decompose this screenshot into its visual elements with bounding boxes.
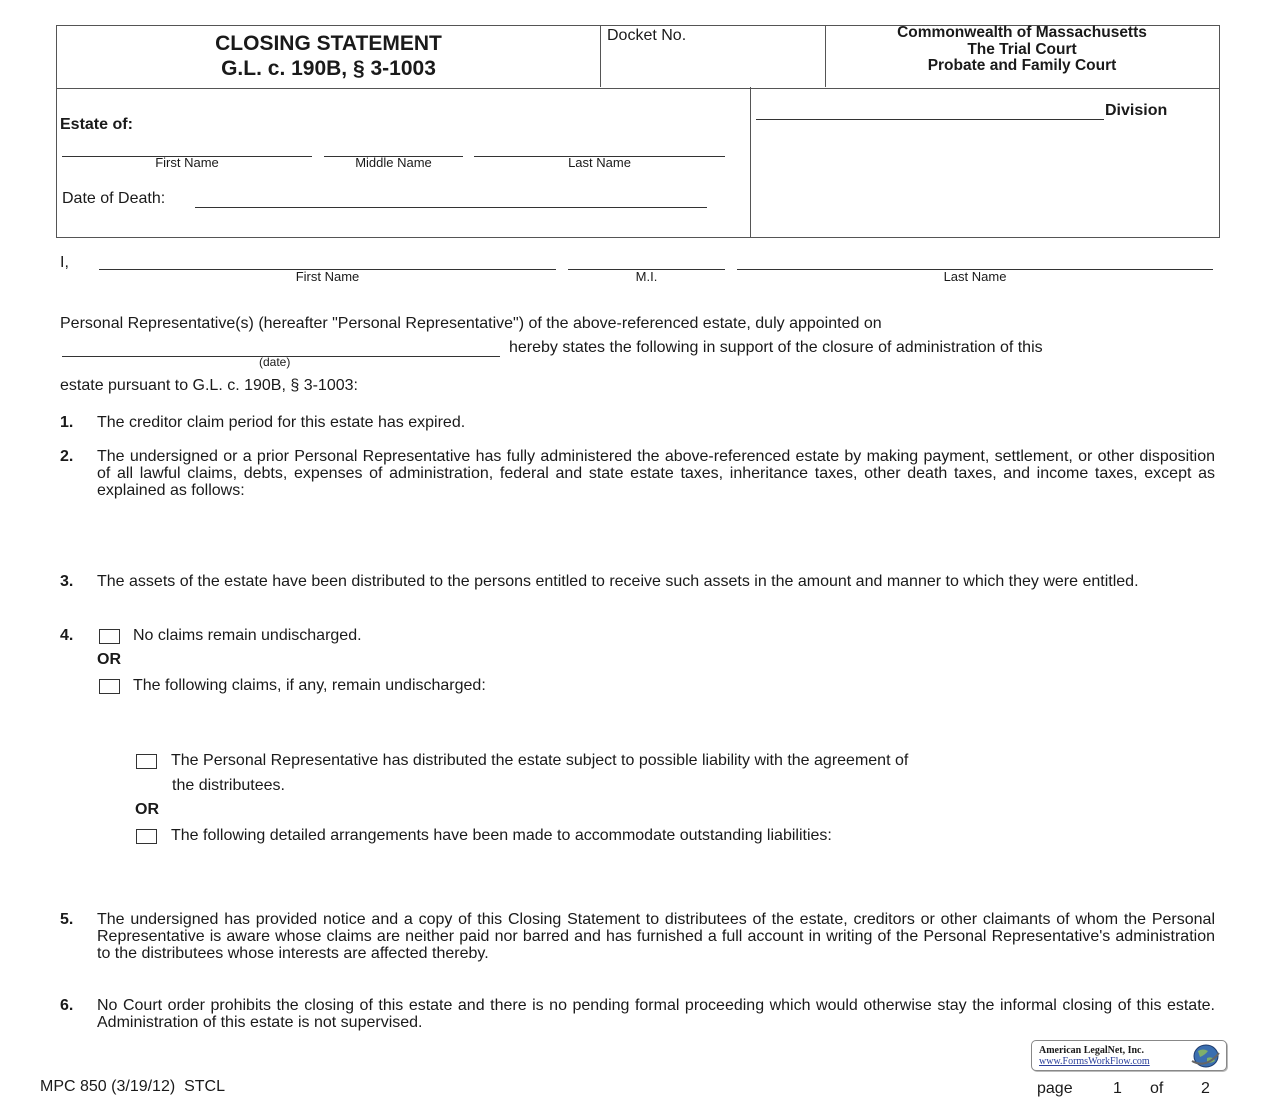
form-title-line1: CLOSING STATEMENT: [215, 32, 442, 55]
item-4-number: 4.: [60, 627, 74, 644]
division-field[interactable]: [756, 119, 1104, 120]
globe-icon: [1188, 1043, 1222, 1068]
no-claims-checkbox[interactable]: [99, 629, 120, 644]
of-label: of: [1150, 1080, 1164, 1097]
declarant-last-name-label: Last Name: [943, 269, 1007, 284]
distributed-subject-liability-checkbox[interactable]: [136, 754, 157, 769]
page-total: 2: [1201, 1080, 1210, 1097]
estate-last-name-label: Last Name: [568, 155, 631, 170]
detailed-arrangements-label: The following detailed arrangements have been made to accommodate outstanding liabilities:: [171, 827, 832, 844]
no-claims-label: No claims remain undischarged.: [133, 627, 362, 644]
date-of-death-field[interactable]: [195, 207, 707, 208]
page-label: page: [1037, 1080, 1073, 1097]
detailed-arrangements-checkbox[interactable]: [136, 829, 157, 844]
or-label-1: OR: [97, 651, 121, 668]
page-number: 1: [1113, 1080, 1122, 1097]
court-line-probate: Probate and Family Court: [927, 57, 1117, 74]
vendor-logo[interactable]: [1031, 1040, 1227, 1071]
declarant-i-label: I,: [60, 254, 69, 271]
item-2-text: The undersigned or a prior Personal Representative has fully administered the above-referenced estate by making payment, settlement, or other disposition of all lawful claims, debts, expenses of administration, federal and state estate taxes, inheritance taxes, other death taxes, and income taxes, except as explained as follows:: [97, 448, 1215, 499]
docket-label: Docket No.: [607, 27, 687, 44]
item-1-text: The creditor claim period for this estate has expired.: [97, 414, 466, 431]
court-name: [826, 25, 1218, 75]
claims-remain-checkbox[interactable]: [99, 679, 120, 694]
estate-of-label: Estate of:: [60, 116, 133, 133]
item-2-explanation-area[interactable]: [97, 503, 1215, 565]
declarant-first-name-label: First Name: [295, 269, 360, 284]
or-label-2: OR: [135, 801, 159, 818]
distributed-subject-liability-line1: The Personal Representative has distributed the estate subject to possible liability with the agreement of: [171, 752, 909, 769]
vendor-name: American LegalNet, Inc.: [1039, 1045, 1144, 1056]
item-2-number: 2.: [60, 448, 74, 465]
division-label: Division: [1105, 102, 1168, 119]
date-of-death-label: Date of Death:: [62, 190, 166, 207]
intro-line1: Personal Representative(s) (hereafter "Personal Representative") of the above-referenced estate, duly appointed on: [60, 315, 882, 332]
item-6-number: 6.: [60, 997, 74, 1014]
item-1-number: 1.: [60, 414, 74, 431]
estate-first-name-label: First Name: [155, 155, 219, 170]
item-5-number: 5.: [60, 911, 74, 928]
intro-line2: hereby states the following in support of the closure of administration of this: [509, 339, 1043, 356]
header-divider-1: [600, 25, 601, 87]
form-title-statute: G.L. c. 190B, § 3-1003: [221, 57, 436, 80]
court-line-trial-court: The Trial Court: [967, 40, 1077, 58]
court-line-commonwealth: Commonwealth of Massachusetts: [897, 24, 1147, 41]
item-3-text: The assets of the estate have been distributed to the persons entitled to receive such assets in the amount and manner to which they were entitled.: [97, 573, 1139, 590]
form-title: [100, 31, 557, 81]
item-5-text: The undersigned has provided notice and a copy of this Closing Statement to distributees of the estate, creditors or other claimants of whom the Personal Representative is aware whose claims are neither paid nor barred and has furnished a full account in writing of the Personal Representative's administration to the distributees whose interests are affected thereby.: [97, 911, 1215, 962]
form-id: MPC 850 (3/19/12) STCL: [40, 1078, 225, 1095]
detailed-arrangements-area[interactable]: [171, 850, 1213, 905]
item-3-number: 3.: [60, 573, 74, 590]
intro-line3: estate pursuant to G.L. c. 190B, § 3-1003:: [60, 377, 358, 394]
declarant-mi-label: M.I.: [635, 269, 658, 284]
estate-middle-name-label: Middle Name: [355, 155, 432, 170]
claims-remain-area[interactable]: [133, 700, 1213, 745]
item-6-text: No Court order prohibits the closing of this estate and there is no pending formal proceeding which would otherwise stay the informal closing of this estate. Administration of this estate is not supervised.: [97, 997, 1215, 1031]
docket-number-field[interactable]: [607, 48, 817, 82]
claims-remain-label: The following claims, if any, remain undischarged:: [133, 677, 486, 694]
appointment-date-label: (date): [259, 355, 291, 369]
distributed-subject-liability-line2: the distributees.: [172, 777, 285, 794]
estate-box-divider: [750, 87, 751, 238]
vendor-url: www.FormsWorkFlow.com: [1039, 1056, 1150, 1067]
